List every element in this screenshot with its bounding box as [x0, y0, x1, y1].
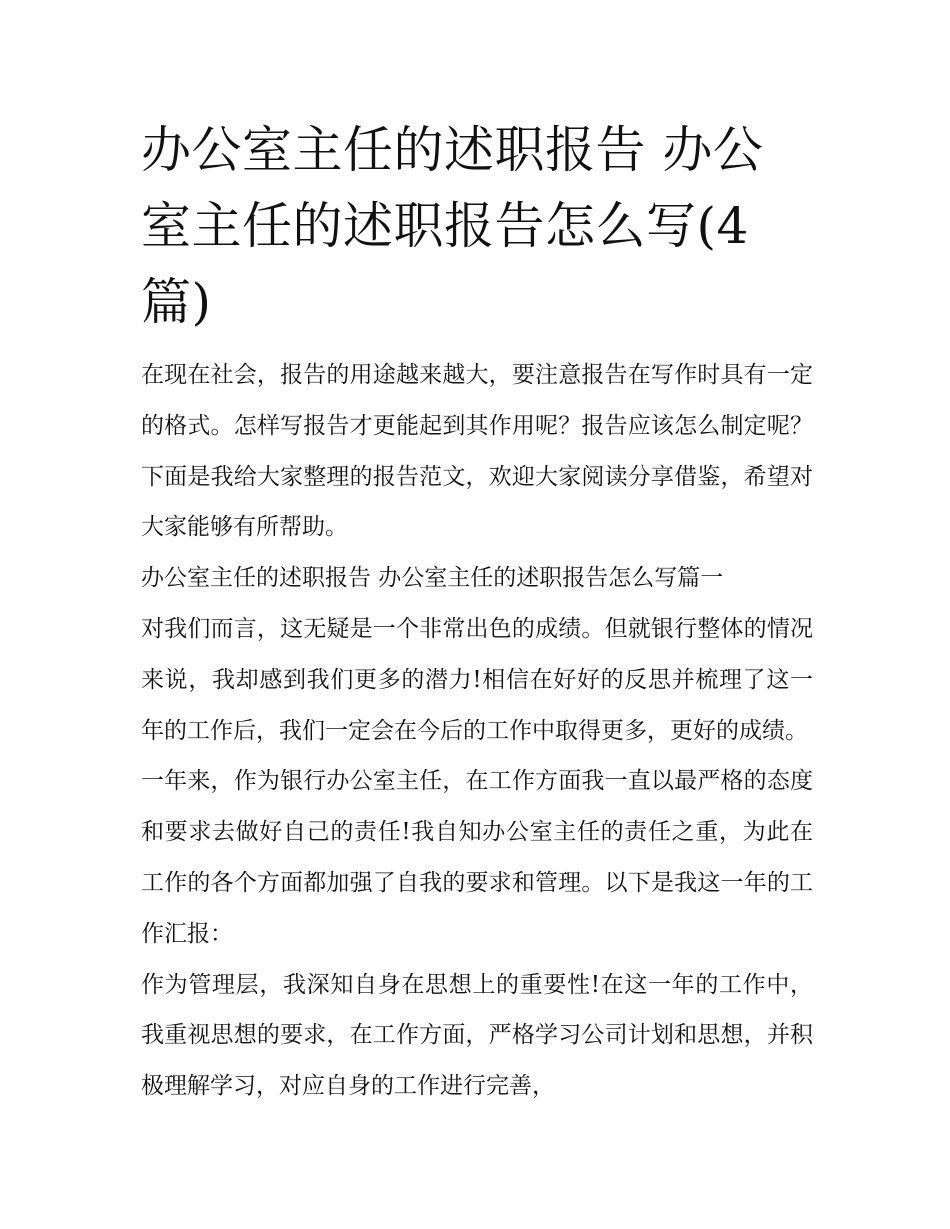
- paragraph-achievement: 对我们而言，这无疑是一个非常出色的成绩。但就银行整体的情况来说，我却感到我们更多的潜力!相信在好好的反思并梳理了这一年的工作后，我们一定会在今后的工作中取得更多，更好的成绩。: [141, 615, 813, 744]
- document-title: 办公室主任的述职报告 办公室主任的述职报告怎么写(4篇): [141, 121, 764, 331]
- paragraph-ideology: 作为管理层，我深知自身在思想上的重要性!在这一年的工作中，我重视思想的要求，在工作方面，严格学习公司计划和思想，并积极理解学习，对应自身的工作进行完善，: [141, 971, 813, 1100]
- section-heading: 办公室主任的述职报告 办公室主任的述职报告怎么写篇一: [141, 565, 724, 592]
- paragraph-intro: 在现在社会，报告的用途越来越大，要注意报告在写作时具有一定的格式。怎样写报告才更能起到其作用呢？报告应该怎么制定呢？下面是我给大家整理的报告范文，欢迎大家阅读分享借鉴，希望对大家能够有所帮助。: [141, 362, 813, 541]
- document-body: [141, 112, 813, 1112]
- paragraph-role: 一年来，作为银行办公室主任，在工作方面我一直以最严格的态度和要求去做好自己的责任!我自知办公室主任的责任之重，为此在工作的各个方面都加强了自我的要求和管理。以下是我这一年的工作汇报：: [141, 768, 813, 947]
